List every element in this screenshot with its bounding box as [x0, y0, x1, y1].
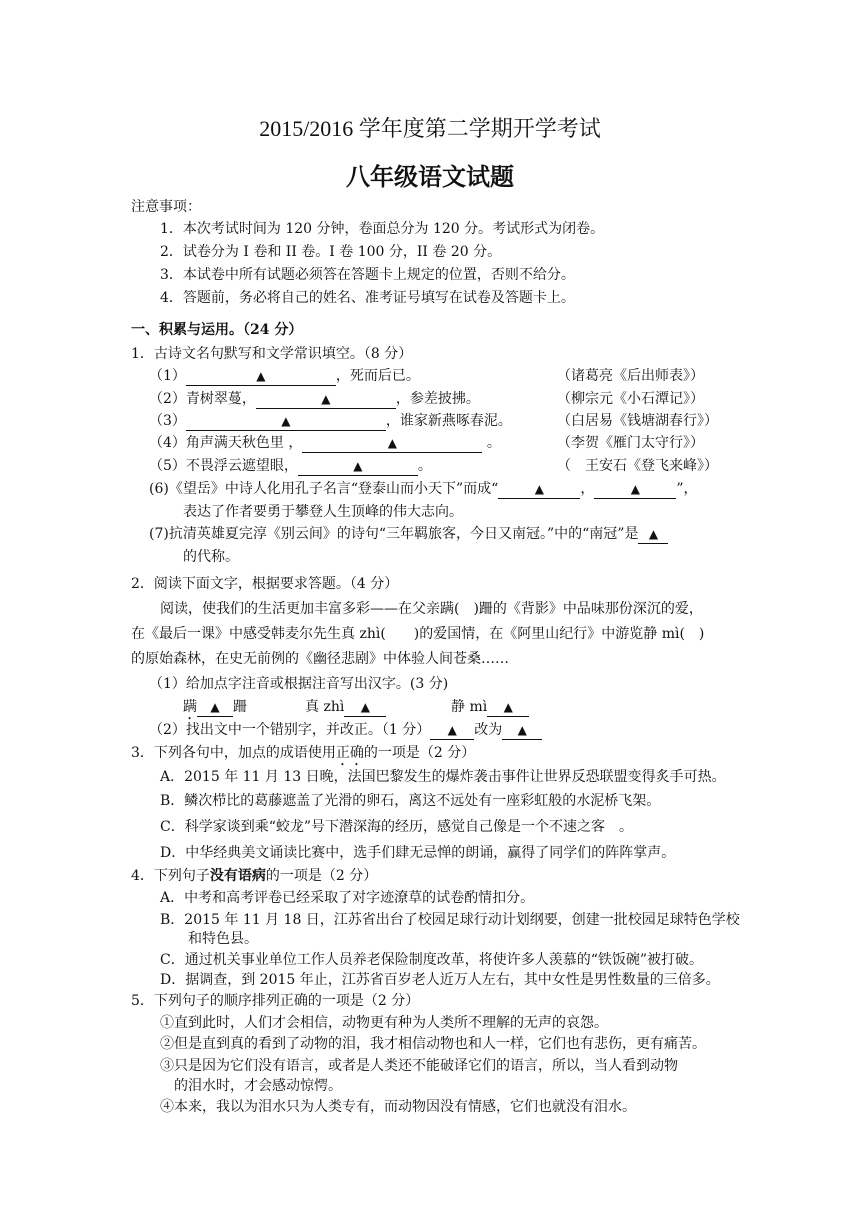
- answer-blank[interactable]: [197, 699, 233, 717]
- question-2-stem: 2．阅读下面文字，根据要求答题。（4 分）: [131, 576, 399, 592]
- q5-sentence: ①直到此时，人们才会相信，动物更有种为人类所不理解的无声的哀怨。: [160, 1015, 608, 1031]
- q1-item-4: （4）角声满天秋色里 ， ▲ 。: [149, 435, 501, 451]
- q3-option-d[interactable]: D．中华经典美文诵读比赛中，选手们肆无忌惮的朗诵，赢得了同学们的阵阵掌声。: [160, 845, 676, 861]
- exam-subtitle: 八年级语文试题: [346, 163, 514, 191]
- section-heading: 一、积累与运用。（24 分）: [131, 322, 303, 338]
- notes-heading: 注意事项：: [131, 199, 201, 215]
- q2-passage: 的原始森林，在史无前例的《幽径悲剧》中体验人间苍桑……: [131, 651, 509, 667]
- q5-sentence-cont: 的泪水时，才会感动惊愕。: [174, 1078, 342, 1094]
- triangle-marker-icon: ▲: [630, 482, 640, 496]
- q1-source: （白居易《钱塘湖春行》）: [557, 413, 718, 429]
- q2-passage: 在《最后一课》中感受韩麦尔先生真 zhì( )的爱国情，在《阿里山纪行》中游览静 mì( ): [131, 626, 705, 642]
- q3-option-c[interactable]: C．科学家谈到乘“蛟龙”号下潜深海的经历，感觉自己像是一个不速之客 。: [160, 819, 634, 835]
- answer-blank[interactable]: [498, 481, 580, 499]
- q4-option-b[interactable]: B．2015 年 11 月 18 日，江苏省出台了校园足球行动计划纲要，创建一批校园足球特色学校: [160, 912, 740, 928]
- q1-source: （诸葛亮《后出师表》）: [557, 368, 704, 384]
- triangle-marker-icon: ▲: [503, 700, 513, 714]
- answer-blank[interactable]: [594, 481, 676, 499]
- triangle-marker-icon: ▲: [534, 482, 544, 496]
- q1-item-7: (7)抗清英雄夏完淳《别云间》的诗句“三年羁旅客，今日又南冠。”中的“南冠”是 ▲: [149, 524, 668, 544]
- q1-source: （李贺《雁门太守行》）: [557, 435, 704, 451]
- q1-item-2: （2）青树翠蔓， ▲ ，参差披拂。: [149, 391, 480, 407]
- q1-item-6: (6)《望岳》中诗人化用孔子名言“登泰山而小天下”而成“ ▲ ， ▲ ”，: [149, 481, 698, 497]
- q1-item-3: （3） ▲ ，谁家新燕啄春泥。: [149, 413, 512, 429]
- triangle-marker-icon: ▲: [281, 414, 291, 428]
- triangle-marker-icon: ▲: [321, 392, 331, 406]
- answer-blank[interactable]: [502, 722, 542, 740]
- triangle-marker-icon: ▲: [648, 527, 659, 541]
- question-4-stem: 4．下列句子没有语病的一项是（2 分）: [131, 868, 378, 884]
- question-1-stem: 1．古诗文名句默写和文学常识填空。（8 分）: [131, 346, 413, 362]
- triangle-marker-icon: ▲: [517, 723, 527, 737]
- q2-word-3: 静 mì ▲: [451, 697, 529, 717]
- triangle-marker-icon: ▲: [360, 700, 370, 714]
- answer-blank[interactable]: [186, 413, 386, 431]
- answer-blank[interactable]: [186, 368, 336, 386]
- triangle-marker-icon: ▲: [387, 436, 397, 450]
- note-item: 3．本试卷中所有试题必须答在答题卡上规定的位置，否则不给分。: [160, 267, 575, 283]
- q2-sub1: （1）给加点字注音或根据注音写出汉字。(3 分): [149, 676, 449, 692]
- note-item: 1．本次考试时间为 120 分钟，卷面总分为 120 分。考试形式为闭卷。: [160, 221, 605, 237]
- answer-blank[interactable]: [256, 391, 396, 409]
- triangle-marker-icon: ▲: [447, 723, 457, 737]
- answer-blank[interactable]: [302, 435, 482, 453]
- q4-option-c[interactable]: C．通过机关事业单位工作人员养老保险制度改革，将使许多人羡慕的“铁饭碗”被打破。: [160, 952, 704, 968]
- note-item: 2．试卷分为 I 卷和 II 卷。I 卷 100 分，II 卷 20 分。: [160, 244, 502, 260]
- q4-option-a[interactable]: A．中考和高考评卷已经采取了对字迹潦草的试卷酌情扣分。: [160, 890, 535, 906]
- q5-sentence: ②但是直到真的看到了动物的泪，我才相信动物也和人一样，它们也有悲伤，更有痛苦。: [160, 1036, 706, 1052]
- triangle-marker-icon: ▲: [256, 369, 266, 383]
- q1-source: （ 王安石《登飞来峰》）: [557, 458, 718, 474]
- q1-item-6-cont: 表达了作者要勇于攀登人生顶峰的伟大志向。: [183, 504, 463, 520]
- answer-blank[interactable]: [638, 526, 668, 544]
- answer-blank[interactable]: [298, 458, 418, 476]
- triangle-marker-icon: ▲: [353, 459, 363, 473]
- answer-blank[interactable]: [487, 699, 529, 717]
- answer-blank[interactable]: [430, 722, 474, 740]
- question-3-stem: 3．下列各句中，加点的成语使用正确的一项是（2 分）: [131, 745, 476, 761]
- note-item: 4．答题前，务必将自己的姓名、准考证号填写在试卷及答题卡上。: [160, 290, 575, 306]
- exam-title: 2015/2016 学年度第二学期开学考试: [259, 116, 601, 141]
- q4-option-b-cont: 和特色县。: [188, 931, 258, 947]
- q5-sentence: ③只是因为它们没有语言，或者是人类还不能破译它们的语言，所以，当人看到动物: [160, 1058, 678, 1074]
- question-5-stem: 5．下列句子的顺序排列正确的一项是（2 分）: [131, 993, 420, 1009]
- q1-item-7-cont: 的代称。: [183, 549, 239, 565]
- q2-passage: 阅读，使我们的生活更加丰富多彩——在父亲蹒( )跚的《背影》中品味那份深沉的爱，: [160, 601, 703, 617]
- triangle-marker-icon: ▲: [210, 700, 220, 714]
- q2-word-1: 蹒 ▲ 跚: [183, 699, 247, 715]
- q5-sentence: ④本来，我以为泪水只为人类专有，而动物因没有情感，它们也就没有泪水。: [160, 1099, 636, 1115]
- q4-option-d[interactable]: D．据调查，到 2015 年止，江苏省百岁老人近万人左右，其中女性是男性数量的三倍多。: [160, 972, 720, 988]
- q3-option-a[interactable]: A．2015 年 11 月 13 日晚，法国巴黎发生的爆炸袭击事件让世界反恐联盟变得炙手可热。: [160, 769, 726, 785]
- q1-source: （柳宗元《小石潭记》）: [557, 391, 704, 407]
- q1-item-1: （1） ▲ ，死而后已。: [149, 368, 420, 384]
- q1-item-5: （5）不畏浮云遮望眼， ▲ 。: [149, 458, 432, 474]
- q2-sub2: （2）找出文中一个错别字，并改正。（1 分） ▲ 改为 ▲: [149, 720, 542, 740]
- q3-option-b[interactable]: B．鳞次栉比的葛藤遮盖了光滑的卵石，离这不远处有一座彩虹般的水泥桥飞架。: [160, 793, 661, 809]
- q2-word-2: 真 zhì ▲: [305, 697, 386, 717]
- answer-blank[interactable]: [344, 699, 386, 717]
